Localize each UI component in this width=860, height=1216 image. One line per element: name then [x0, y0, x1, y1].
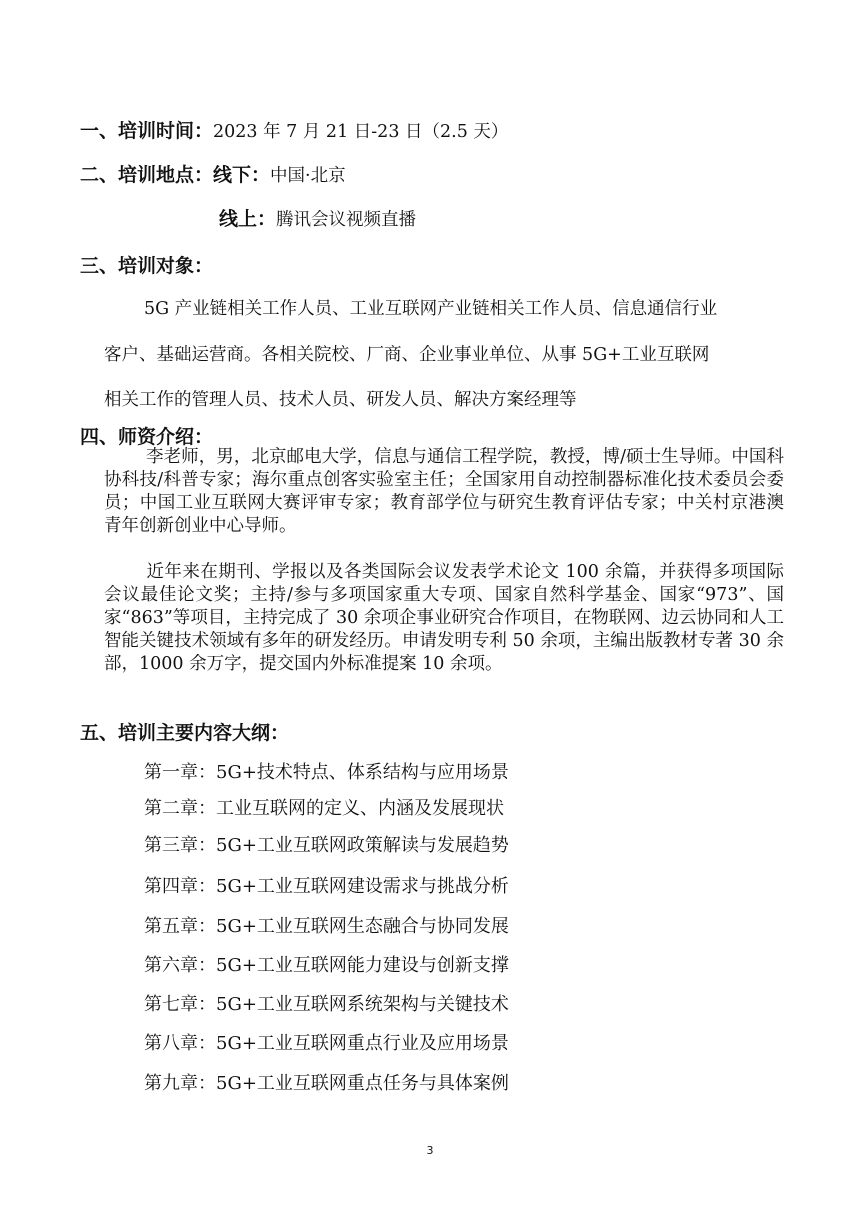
section-time-heading: 一、培训时间： — [80, 120, 214, 142]
chapter-item: 第七章：5G+工业互联网系统架构与关键技术 — [144, 994, 509, 1015]
audience-line: 客户、基础运营商。各相关院校、厂商、企业事业单位、从事 5G+工业互联网 — [104, 345, 710, 365]
section-location — [80, 160, 346, 187]
chapter-item: 第六章：5G+工业互联网能力建设与创新支撑 — [144, 955, 509, 976]
online-location — [219, 204, 416, 231]
chapter-item: 第一章：5G+技术特点、体系结构与应用场景 — [144, 762, 509, 783]
section-time — [80, 116, 508, 143]
online-value: 腾讯会议视频直播 — [276, 210, 417, 230]
online-label: 线上： — [219, 208, 277, 230]
chapter-item: 第二章：工业互联网的定义、内涵及发展现状 — [144, 798, 504, 819]
section-audience-heading: 三、培训对象： — [80, 255, 214, 277]
teacher-bio-paragraph — [104, 446, 784, 538]
teacher-achievements-paragraph — [104, 561, 784, 676]
audience-line: 5G 产业链相关工作人员、工业互联网产业链相关工作人员、信息通信行业 — [144, 299, 718, 319]
chapter-item: 第五章：5G+工业互联网生态融合与协同发展 — [144, 916, 509, 937]
offline-label: 线下： — [213, 164, 271, 186]
section-time-value: 2023 年 7 月 21 日-23 日（2.5 天） — [213, 122, 509, 142]
teacher-bio-text: 李老师，男，北京邮电大学，信息与通信工程学院，教授，博/硕士生导师。中国科协科技/科普专家；海尔重点创客实验室主任；全国家用自动控制器标准化技术委员会委员；中国工业互联网大赛评审专家；教育部学位与研究生教育评估专家；中关村京港澳青年创新创业中心导师。 — [104, 447, 784, 536]
chapter-item: 第三章：5G+工业互联网政策解读与发展趋势 — [144, 835, 509, 856]
offline-value: 中国·北京 — [270, 166, 346, 186]
section-teachers-heading: 四、师资介绍： — [80, 426, 214, 448]
chapter-item: 第四章：5G+工业互联网建设需求与挑战分析 — [144, 876, 509, 897]
chapter-item: 第八章：5G+工业互联网重点行业及应用场景 — [144, 1033, 509, 1054]
chapter-item: 第九章：5G+工业互联网重点任务与具体案例 — [144, 1073, 509, 1094]
audience-line: 相关工作的管理人员、技术人员、研发人员、解决方案经理等 — [104, 390, 577, 410]
section-outline-heading: 五、培训主要内容大纲： — [80, 722, 290, 744]
teacher-achievements-text: 近年来在期刊、学报以及各类国际会议发表学术论文 100 余篇，并获得多项国际会议最佳论文奖；主持/参与多项国家重大专项、国家自然科学基金、国家“973”、国家“863”等项目，主持完成了 30 余项企事业研究合作项目，在物联网、边云协同和人工智能关键技术领域有多年的研发经历。申请发明专利 50 余项，主编出版教材专著 30 余部，1000 余万字，提交国内外标准提案 10 余项。 — [104, 562, 784, 674]
page-number: 3 — [426, 1144, 434, 1157]
section-location-heading: 二、培训地点： — [80, 164, 214, 186]
